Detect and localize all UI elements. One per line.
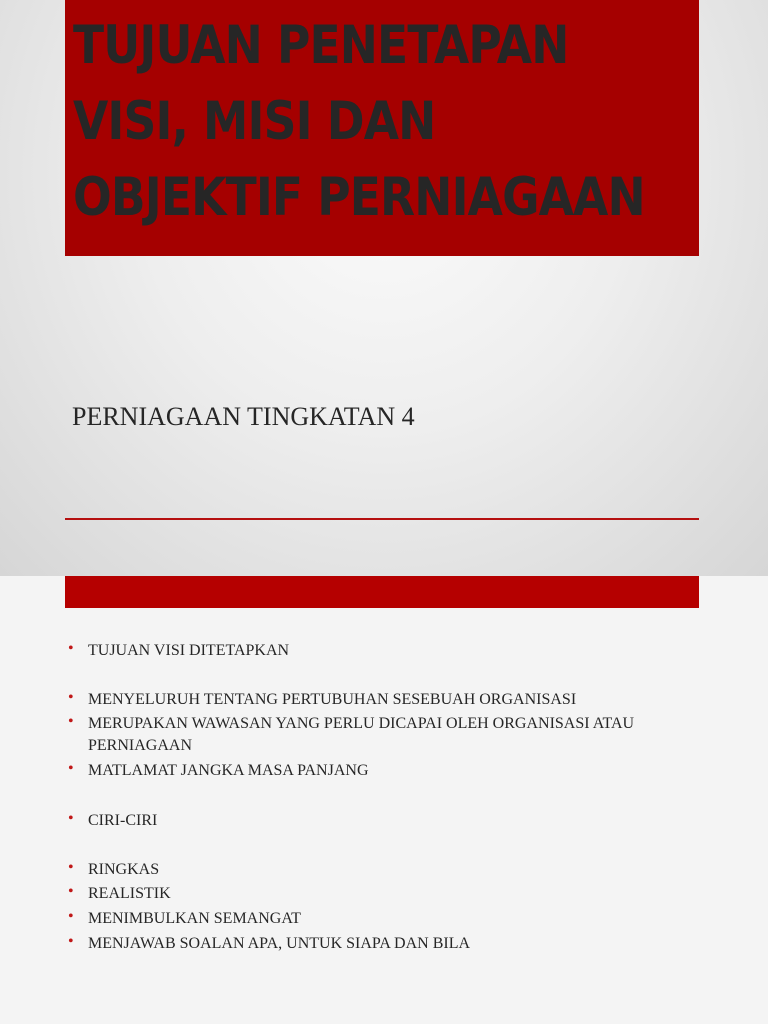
divider-line [65, 518, 699, 520]
list-item-text: MENYELURUH TENTANG PERTUBUHAN SESEBUAH ORGANISASI [88, 691, 577, 708]
bullet-icon: • [68, 760, 74, 777]
bullet-icon: • [68, 883, 74, 900]
bullet-icon: • [68, 689, 74, 706]
slide-subtitle: PERNIAGAAN TINGKATAN 4 [72, 402, 415, 431]
list-item-text: TUJUAN VISI DITETAPKAN [88, 642, 290, 659]
list-item-text: MERUPAKAN WAWASAN YANG PERLU DICAPAI OLEH ORGANISASI ATAU PERNIAGAAN [88, 715, 635, 754]
list-item-text: CIRI-CIRI [88, 812, 158, 829]
list-item-text: RINGKAS [88, 861, 160, 878]
title-line-2: VISI, MISI DAN [73, 91, 436, 152]
bullet-icon: • [68, 640, 74, 657]
title-line-3: OBJEKTIF PERNIAGAAN [73, 167, 645, 228]
bullet-icon: • [68, 713, 74, 730]
title-line-1: TUJUAN PENETAPAN [73, 15, 569, 76]
title-box [65, 0, 699, 256]
list-item-text: MENIMBULKAN SEMANGAT [88, 910, 301, 927]
bullet-icon: • [68, 908, 74, 925]
content-slide [0, 576, 768, 1024]
list-item-text: MATLAMAT JANGKA MASA PANJANG [88, 762, 369, 779]
list-item-text: REALISTIK [88, 885, 171, 902]
bullet-icon: • [68, 859, 74, 876]
bullet-icon: • [68, 810, 74, 827]
bullet-icon: • [68, 933, 74, 950]
list-item-text: MENJAWAB SOALAN APA, UNTUK SIAPA DAN BILA [88, 935, 471, 952]
bullet-list [0, 576, 768, 1024]
